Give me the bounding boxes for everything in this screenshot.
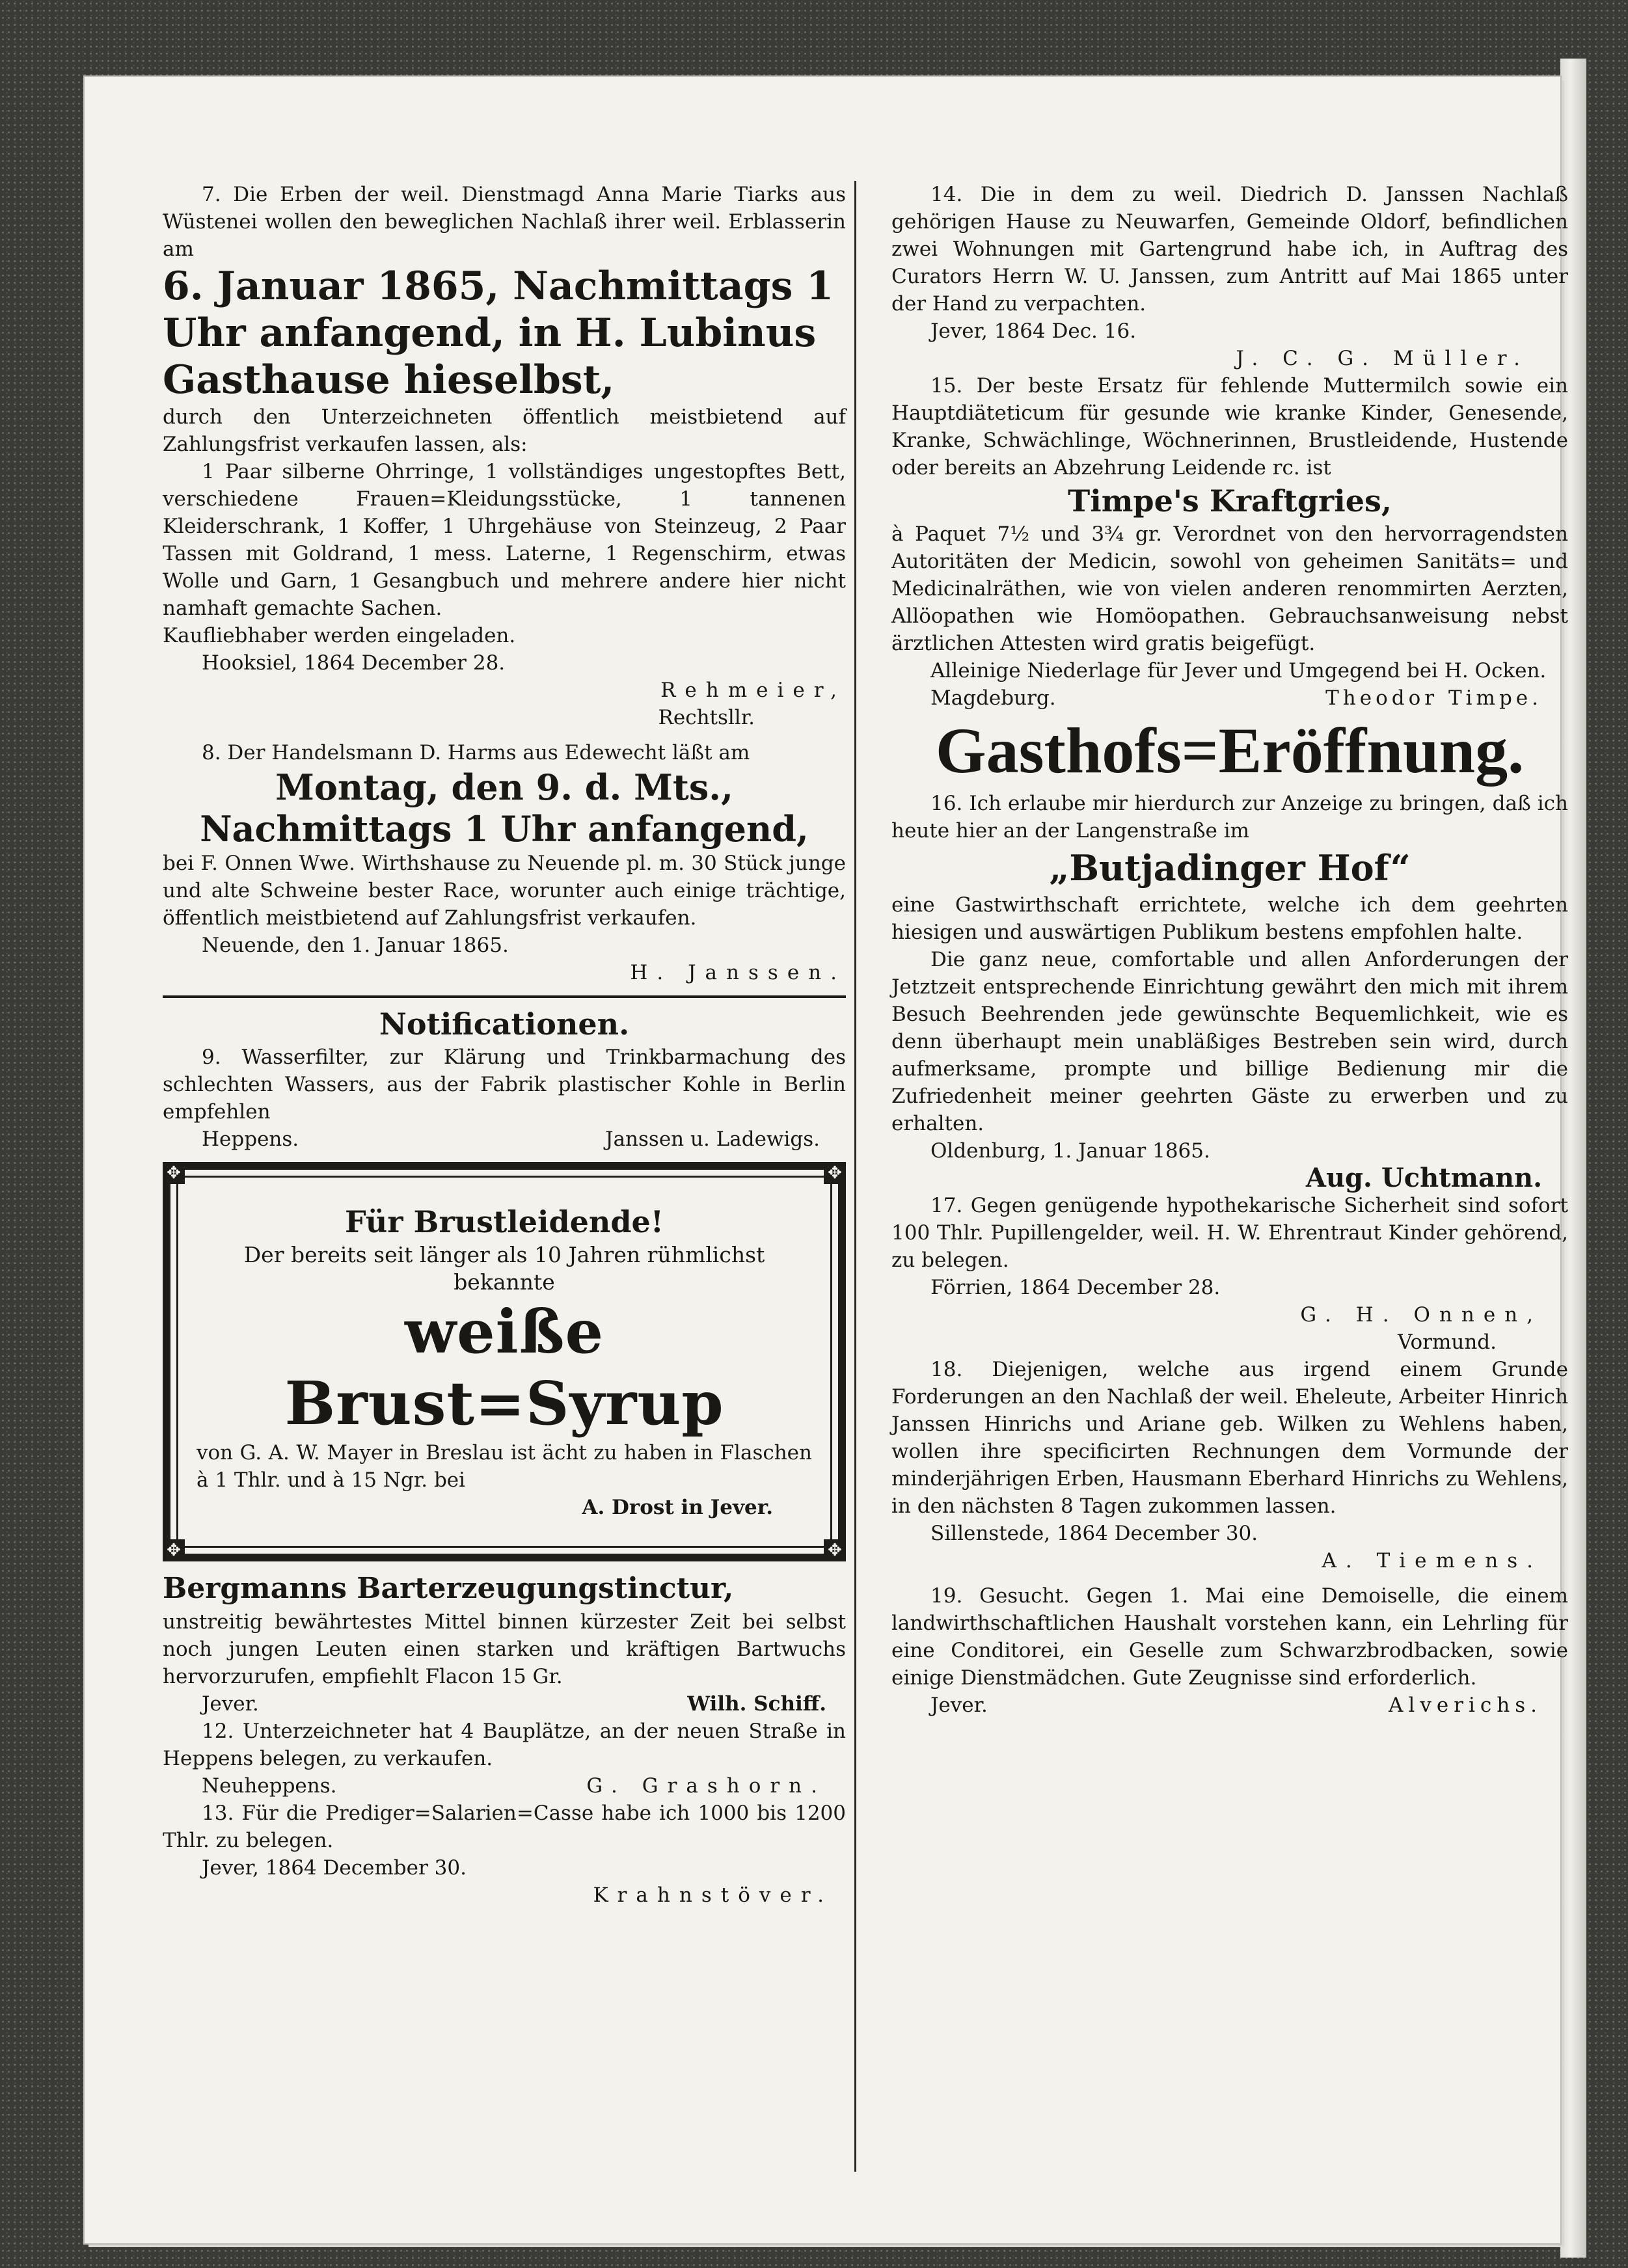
ad-7-place-date: Hooksiel, 1864 December 28. xyxy=(202,651,506,675)
ad-15 xyxy=(891,372,1568,712)
ad-7 xyxy=(163,181,846,731)
ad-13-signer: Krahnstöver. xyxy=(593,1883,833,1907)
ad-bart-signer: Wilh. Schiff. xyxy=(687,1692,826,1716)
ad-19-place: Jever. xyxy=(930,1694,988,1717)
ad-17-body: 17. Gegen genügende hypothekarische Sicherheit sind sofort 100 Thlr. Pupillengelder, weil. H. W. Ehrentraut Kinder gehörend, zu belegen. xyxy=(891,1194,1568,1272)
ad-19-body: 19. Gesucht. Gegen 1. Mai eine Demoiselle, die einem landwirthschaftlichen Haushalt vorstehen kann, ein Lehrling für eine Conditorei, ein Geselle zum Schwarzbrodbacken, sowie einige Dienstmädchen. Gute Zeugnisse sind erforderlich. xyxy=(891,1584,1568,1690)
ad-15-body2: à Paquet 7½ und 3¾ gr. Verordnet von den hervorragendsten Autoritäten der Medicin, sowohl von geheimen Sanitäts= und Medicinalräthen, wie von vielen anderen renommirten Aerzten, Allöopathen wie Homöopathen. Gebrauchsanweisung nebst ärztlichen Attesten wird gratis beigefügt. xyxy=(891,522,1568,655)
ad-bart-heading: Bergmanns Barterzeugungstinctur, xyxy=(163,1572,734,1605)
ad-17 xyxy=(891,1192,1568,1356)
box-ad-display: weiße Brust=Syrup xyxy=(284,1297,724,1438)
ad-12-signer: G. Grashorn. xyxy=(586,1774,826,1798)
ad-19 xyxy=(891,1582,1568,1719)
ad-13-place-date: Jever, 1864 December 30. xyxy=(202,1856,467,1880)
ad-7-items: 1 Paar silberne Ohrringe, 1 vollständiges ungestopftes Bett, verschiedene Frauen=Kleidungsstücke, 1 tannenen Kleiderschrank, 1 Koffer, 1 Uhrgehäuse von Steinzeug, 2 Paar Tassen mit Goldrand, 1 mess. Laterne, 1 Regenschirm, etwas Wolle und Garn, 1 Gesangbuch und mehrere andere hier nicht namhaft gemachte Sachen. xyxy=(163,460,846,620)
left-column xyxy=(163,181,846,1909)
ad-15-place: Magdeburg. xyxy=(930,686,1056,710)
ad-13 xyxy=(163,1800,846,1909)
ad-8-body: bei F. Onnen Wwe. Wirthshause zu Neuende pl. m. 30 Stück junge und alte Schweine bester Race, worunter auch einige trächtige, öffentlich meistbietend auf Zahlungsfrist verkaufen. xyxy=(163,852,846,930)
ad-9-footer xyxy=(163,1126,846,1153)
section-heading: Notificationen. xyxy=(379,1006,630,1042)
box-ad-heading: Für Brustleidende! xyxy=(345,1204,664,1239)
ad-7-signer-title: Rechtsllr. xyxy=(658,706,755,729)
right-column xyxy=(891,181,1568,1719)
ad-9-place: Heppens. xyxy=(202,1127,299,1151)
ad-18-body: 18. Diejenigen, welche aus irgend einem Grunde Forderungen an den Nachlaß der weil. Eheleute, Arbeiter Hinrich Janssen Hinrichs und Ariane geb. Wilken zu Wehlens haben, wollen ihre specificirten Rechnungen dem Vormunde der minderjährigen Erben, Hausmann Eberhard Hinrichs zu Wehlens, in den nächsten 8 Tagen zukommen lassen. xyxy=(891,1358,1568,1518)
ad-14-signer: J. C. G. Müller. xyxy=(1236,347,1529,370)
ad-17-signer: G. H. Onnen, xyxy=(1300,1303,1542,1327)
ad-14 xyxy=(891,181,1568,372)
ad-7-intro: 7. Die Erben der weil. Dienstmagd Anna Marie Tiarks aus Wüstenei wollen den beweglichen Nachlaß ihrer weil. Erblasserin am xyxy=(163,183,846,261)
ad-15-signer: Theodor Timpe. xyxy=(1325,686,1542,710)
ad-7-body: durch den Unterzeichneten öffentlich meistbietend auf Zahlungsfrist verkaufen lassen, als: xyxy=(163,405,846,456)
ad-17-place-date: Förrien, 1864 December 28. xyxy=(930,1276,1221,1299)
ad-9 xyxy=(163,1044,846,1153)
ad-16-body2: Die ganz neue, comfortable und allen Anforderungen der Jetztzeit entsprechende Einrichtung gewährt den mich mit ihrem Besuch Beehrenden jede gewünschte Bequemlichkeit, wie es denn überhaupt mein unabläßiges Bestreben sein wird, durch aufmerksame, prompte und billige Bedienung mir die Zufriedenheit meiner geehrten Gäste zu erwerben und zu erhalten. xyxy=(891,948,1568,1135)
ad-8-signer: H. Janssen. xyxy=(630,961,846,984)
ad-16 xyxy=(891,712,1568,1192)
ad-12 xyxy=(163,1718,846,1800)
section-rule xyxy=(163,995,846,998)
ad-15-footer xyxy=(891,684,1568,712)
ad-15-body: 15. Der beste Ersatz für fehlende Muttermilch sowie ein Hauptdiäteticum für gesunde wie kranke Kinder, Genesende, Kranke, Schwächlinge, Wöchnerinnen, Brustleidende, Hustende oder bereits an Abzehrung Leidende rc. ist xyxy=(891,374,1568,479)
ad-15-depot: Alleinige Niederlage für Jever und Umgegend bei H. Ocken. xyxy=(930,659,1547,682)
ad-9-body: 9. Wasserfilter, zur Klärung und Trinkbarmachung des schlechten Wassers, aus der Fabrik plastischer Kohle in Berlin empfehlen xyxy=(163,1046,846,1124)
ad-8-footer xyxy=(163,932,846,959)
ad-9-signer: Janssen u. Ladewigs. xyxy=(605,1127,820,1151)
ad-16-place-date: Oldenburg, 1. Januar 1865. xyxy=(930,1139,1210,1163)
ad-16-body: eine Gastwirthschaft errichtete, welche ich dem geehrten hiesigen und auswärtigen Publikum bestens empfohlen halte. xyxy=(891,893,1568,944)
ad-7-date: 6. Januar 1865, Nachmittags 1 Uhr anfangend, in H. Lubinus Gasthause hieselbst, xyxy=(163,263,834,403)
ad-bart-body: unstreitig bewährtestes Mittel binnen kürzester Zeit bei selbst noch jungen Leuten einen starken und kräftigen Bartwuchs hervorzurufen, empfiehlt Flacon 15 Gr. xyxy=(163,1610,846,1688)
box-ad-body: von G. A. W. Mayer in Breslau ist ächt zu haben in Flaschen à 1 Thlr. und à 15 Ngr. bei xyxy=(197,1441,812,1492)
ad-bart-footer xyxy=(163,1690,846,1718)
newspaper-page xyxy=(85,77,1568,2243)
ad-16-signer: Aug. Uchtmann. xyxy=(1305,1163,1542,1193)
ad-16-name: „Butjadinger Hof“ xyxy=(1049,847,1411,889)
ad-12-place: Neuheppens. xyxy=(202,1774,337,1798)
ad-18 xyxy=(891,1356,1568,1574)
box-ad-seller: A. Drost in Jever. xyxy=(582,1496,773,1519)
ad-8-date-2: Nachmittags 1 Uhr anfangend, xyxy=(200,808,809,850)
column-rule xyxy=(854,181,856,2172)
ad-14-body: 14. Die in dem zu weil. Diedrich D. Janssen Nachlaß gehörigen Hause zu Neuwarfen, Gemeinde Oldorf, befindlichen zwei Wohnungen mit Gartengrund habe ich, in Auftrag des Curators Herrn W. U. Janssen, zum Antritt auf Mai 1865 unter der Hand zu verpachten. xyxy=(891,183,1568,316)
ad-bart-place: Jever. xyxy=(202,1692,259,1716)
ad-8-place-date: Neuende, den 1. Januar 1865. xyxy=(202,934,509,957)
ornament-icon: ✥ xyxy=(824,1162,846,1184)
ornament-icon: ✥ xyxy=(163,1539,185,1561)
ad-8 xyxy=(163,739,846,986)
ad-16-display: Gasthofs=Eröffnung. xyxy=(935,714,1525,787)
ad-18-signer: A. Tiemens. xyxy=(1322,1549,1542,1573)
ad-12-footer xyxy=(163,1772,846,1800)
brust-syrup-box-ad xyxy=(163,1162,846,1561)
ad-19-signer: Alverichs. xyxy=(1389,1694,1542,1717)
ad-12-body: 12. Unterzeichneter hat 4 Bauplätze, an der neuen Straße in Heppens belegen, zu verkaufen. xyxy=(163,1720,846,1770)
ad-13-body: 13. Für die Prediger=Salarien=Casse habe ich 1000 bis 1200 Thlr. zu belegen. xyxy=(163,1802,846,1852)
ad-18-place-date: Sillenstede, 1864 December 30. xyxy=(930,1522,1258,1545)
ad-8-date-1: Montag, den 9. d. Mts., xyxy=(275,766,733,808)
ad-bart xyxy=(163,1569,846,1718)
ad-15-product: Timpe's Kraftgries, xyxy=(1068,483,1392,519)
ornament-icon: ✥ xyxy=(163,1162,185,1184)
ad-17-signer-title: Vormund. xyxy=(1397,1330,1497,1354)
ad-7-buyers: Kaufliebhaber werden eingeladen. xyxy=(163,624,516,647)
ad-7-signer: Rehmeier, xyxy=(660,679,846,702)
ad-14-place-date: Jever, 1864 Dec. 16. xyxy=(930,319,1137,343)
box-ad-line1: Der bereits seit länger als 10 Jahren rühmlichst bekannte xyxy=(243,1242,765,1295)
ad-8-intro: 8. Der Handelsmann D. Harms aus Edewecht läßt am xyxy=(202,741,750,764)
ad-19-footer xyxy=(891,1692,1568,1719)
ad-16-intro: 16. Ich erlaube mir hierdurch zur Anzeige zu bringen, daß ich heute hier an der Langenstraße im xyxy=(891,792,1568,843)
ornament-icon: ✥ xyxy=(824,1539,846,1561)
